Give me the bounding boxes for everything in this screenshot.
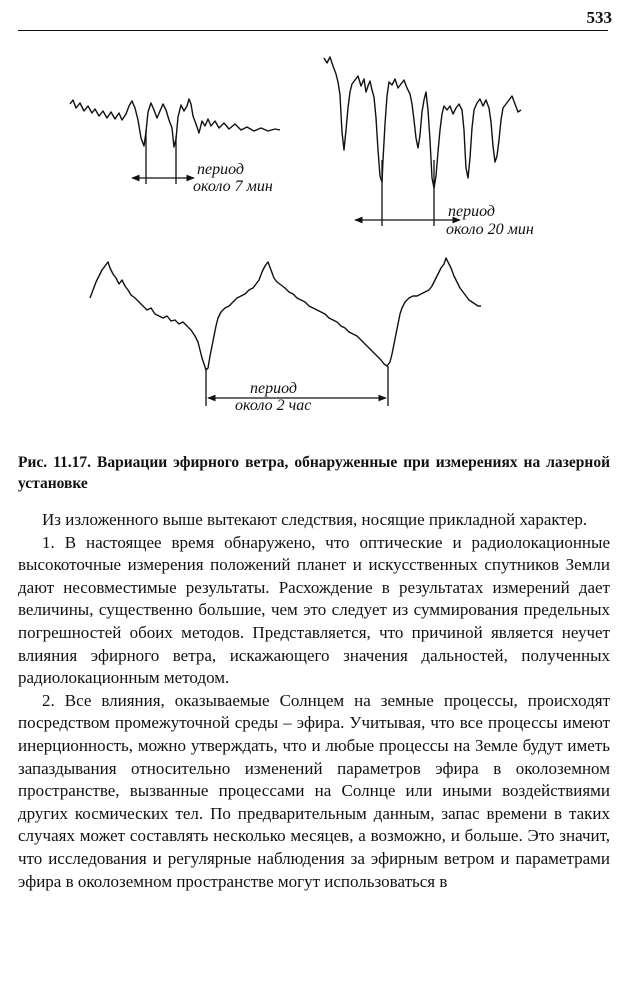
figure-ether-wind-variations <box>0 0 626 440</box>
panel-2h-label-line2: около 2 час <box>235 397 312 414</box>
panel-20min <box>324 57 534 238</box>
panel-20min-label-line2: около 20 мин <box>446 221 534 238</box>
panel-2h <box>90 258 481 414</box>
panel-7min <box>70 99 280 195</box>
paragraph-2: 2. Все влияния, оказываемые Солнцем на земные процессы, происходят посредством промежуточной среды – эфира. Учитывая, что все процессы имеют инерционность, можно утверждать, что и любые процессы на Земле будут иметь запаздывания относительно изменений параметров эфира в околоземном пространстве, вызванные процессами на Солнце или иными воздействиями других космических тел. По предварительным данным, запас времени в таких случаях может составлять несколько месяцев, а возможно, и больше. Это значит, что исследования и регулярные наблюдения за эфирным ветром и параметрами эфира в околоземном пространстве могут использоваться в <box>18 690 610 891</box>
panel-20min-waveform <box>324 57 521 188</box>
panel-2h-label-line1: период <box>250 380 297 397</box>
panel-2h-waveform <box>90 258 481 370</box>
figure-caption: Рис. 11.17. Вариации эфирного ветра, обнаруженные при измерениях на лазерной установке <box>18 454 610 492</box>
paragraph-1: 1. В настоящее время обнаружено, что оптические и радиолокационные высокоточные измерения положений планет и искусственных спутников Земли дают несовместимые результаты. Расхождение в результатах измерений дает величины, существенно большие, чем это следует из суммирования предельных погрешностей обоих методов. Представляется, что причиной является неучет влияния эфирного ветра, искажающего значения дальностей, полученных радиолокационным методом. <box>18 532 610 688</box>
body-text <box>18 509 610 893</box>
page-number: 533 <box>586 8 612 27</box>
panel-7min-waveform <box>70 99 280 147</box>
paragraph-intro: Из изложенного выше вытекают следствия, носящие прикладной характер. <box>42 510 588 529</box>
panel-20min-label-line1: период <box>448 203 495 220</box>
panel-7min-label-line1: период <box>197 161 244 178</box>
panel-7min-label-line2: около 7 мин <box>193 178 273 195</box>
